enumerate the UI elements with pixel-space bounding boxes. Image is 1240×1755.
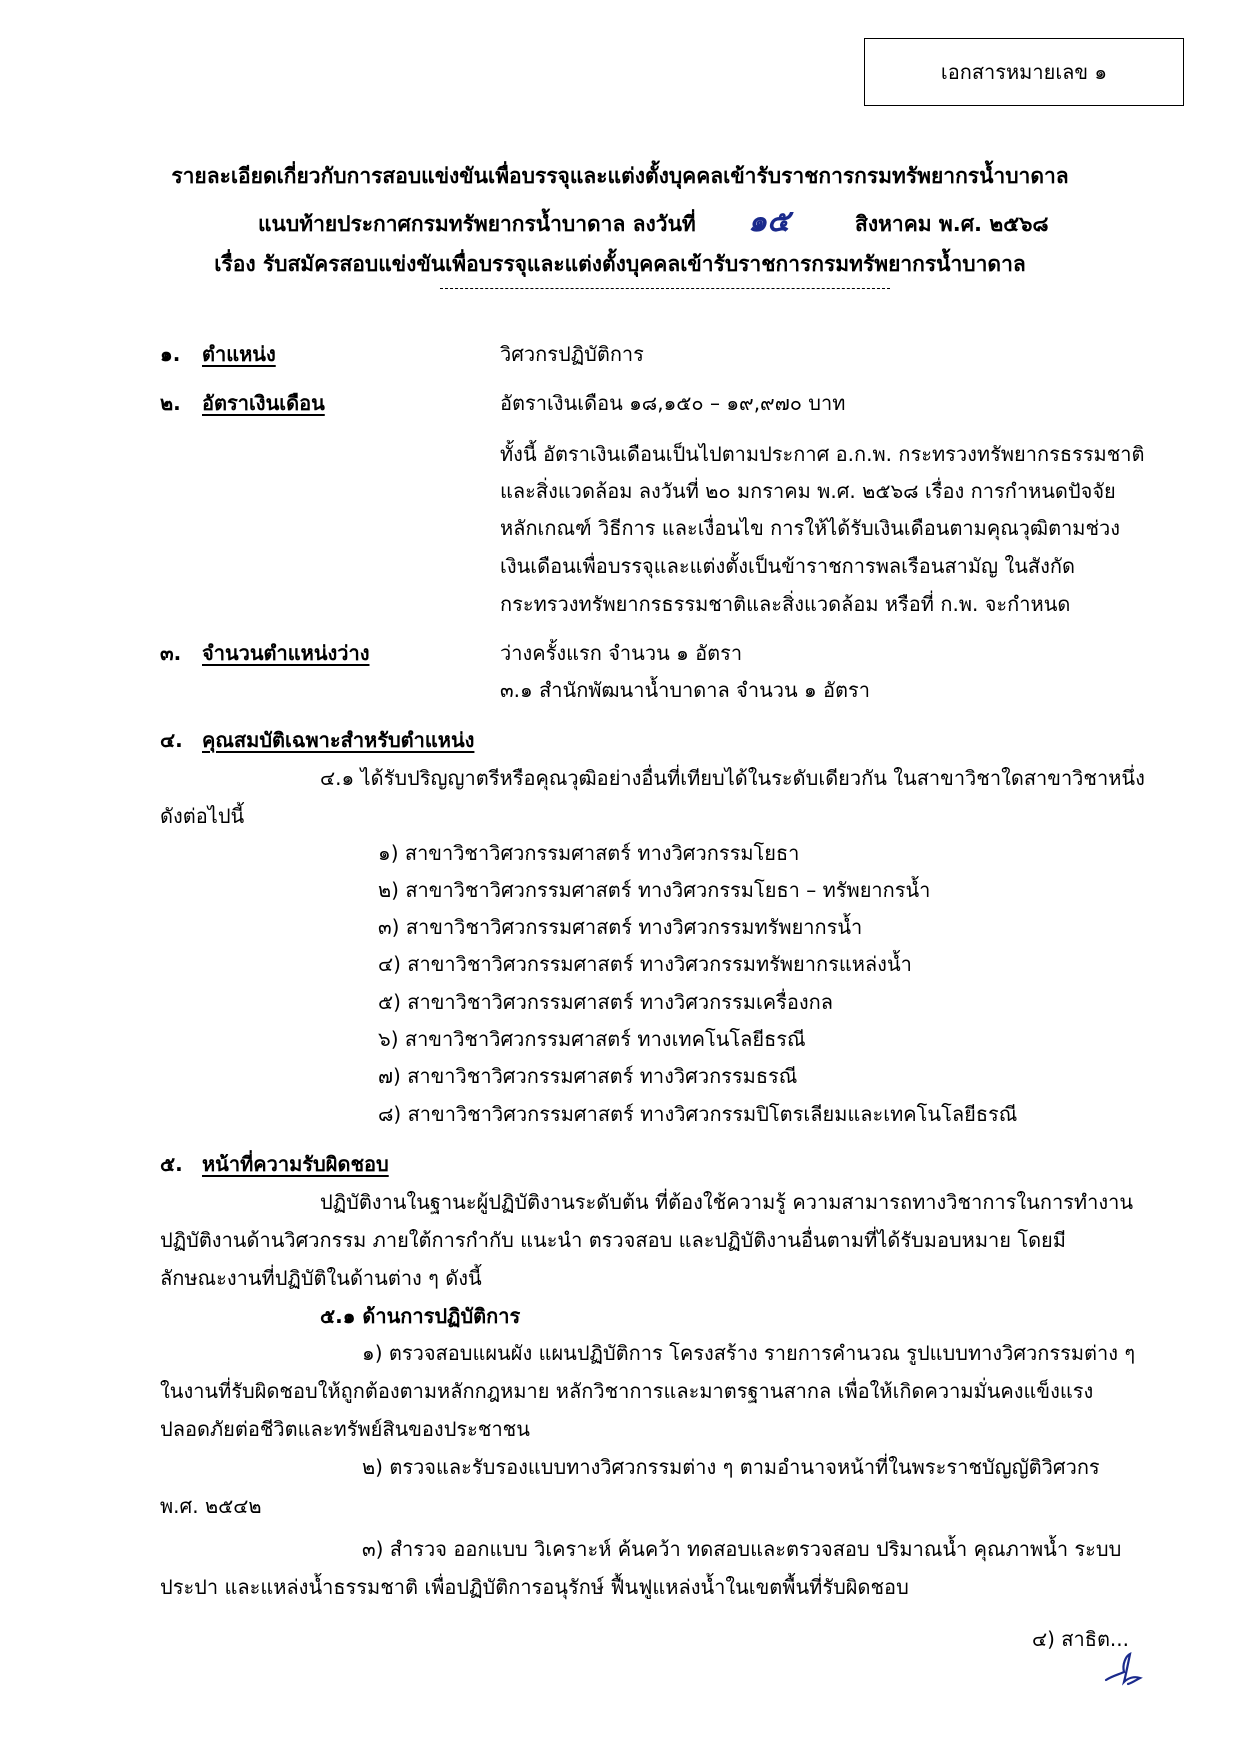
salary-range: อัตราเงินเดือน ๑๘,๑๕๐ – ๑๙,๙๗๐ บาท bbox=[500, 391, 846, 415]
document-number-box bbox=[864, 38, 1184, 106]
qualification-item: ๕) สาขาวิชาวิศวกรรมศาสตร์ ทางวิศวกรรมเครื่องกล bbox=[378, 990, 834, 1014]
operations-item-line: ประปา และแหล่งน้ำธรรมชาติ เพื่อปฏิบัติการอนุรักษ์ ฟื้นฟูแหล่งน้ำในเขตพื้นที่รับผิดชอบ bbox=[160, 1575, 909, 1599]
salary-note-line: เงินเดือนเพื่อบรรจุและแต่งตั้งเป็นข้าราชการพลเรือนสามัญ ในสังกัด bbox=[500, 554, 1075, 578]
salary-note-line: กระทรวงทรัพยากรธรรมชาติและสิ่งแวดล้อม หรือที่ ก.พ. จะกำหนด bbox=[500, 592, 1071, 616]
document-title: รายละเอียดเกี่ยวกับการสอบแข่งขันเพื่อบรรจุและแต่งตั้งบุคคลเข้ารับราชการกรมทรัพยากรน้ำบาดาล bbox=[171, 164, 1069, 188]
operations-item-line: พ.ศ. ๒๕๔๒ bbox=[160, 1494, 262, 1518]
salary-note-line: ทั้งนี้ อัตราเงินเดือนเป็นไปตามประกาศ อ.ก.พ. กระทรวงทรัพยากรธรรมชาติ bbox=[500, 442, 1145, 466]
section-2-number: ๒. bbox=[160, 391, 181, 415]
announcement-month-year: สิงหาคม พ.ศ. ๒๕๖๘ bbox=[855, 212, 1049, 236]
continued-marker: ๔) สาธิต... bbox=[1032, 1627, 1130, 1651]
qualification-item: ๒) สาขาวิชาวิศวกรรมศาสตร์ ทางวิศวกรรมโยธา – ทรัพยากรน้ำ bbox=[378, 878, 931, 902]
section-1-title: ตำแหน่ง bbox=[202, 342, 276, 366]
section-5-title: หน้าที่ความรับผิดชอบ bbox=[202, 1152, 389, 1176]
operations-item-line: ๒) ตรวจและรับรองแบบทางวิศวกรรมต่าง ๆ ตามอำนาจหน้าที่ในพระราชบัญญัติวิศวกร bbox=[362, 1455, 1100, 1479]
qualification-intro: ๔.๑ ได้รับปริญญาตรีหรือคุณวุฒิอย่างอื่นที่เทียบได้ในระดับเดียวกัน ในสาขาวิชาใดสาขาวิชาหนึ่ง bbox=[320, 766, 1145, 790]
section-4-number: ๔. bbox=[160, 728, 183, 752]
duties-paragraph-line: ลักษณะงานที่ปฏิบัติในด้านต่าง ๆ ดังนี้ bbox=[160, 1266, 482, 1290]
position-name: วิศวกรปฏิบัติการ bbox=[500, 342, 644, 366]
section-4-title: คุณสมบัติเฉพาะสำหรับตำแหน่ง bbox=[202, 728, 475, 752]
vacancy-line: ๓.๑ สำนักพัฒนาน้ำบาดาล จำนวน ๑ อัตรา bbox=[500, 678, 871, 702]
qualification-item: ๔) สาขาวิชาวิศวกรรมศาสตร์ ทางวิศวกรรมทรัพยากรแหล่งน้ำ bbox=[378, 952, 912, 976]
operations-item-line: ในงานที่รับผิดชอบให้ถูกต้องตามหลักกฎหมาย หลักวิชาการและมาตรฐานสากล เพื่อให้เกิดความมั่นคงแข็งแรง bbox=[160, 1379, 1094, 1403]
operations-subtitle: ๕.๑ ด้านการปฏิบัติการ bbox=[320, 1304, 521, 1328]
section-3-title: จำนวนตำแหน่งว่าง bbox=[202, 641, 370, 665]
vacancy-line: ว่างครั้งแรก จำนวน ๑ อัตรา bbox=[500, 641, 743, 665]
section-5-number: ๕. bbox=[160, 1152, 183, 1176]
qualification-item: ๘) สาขาวิชาวิศวกรรมศาสตร์ ทางวิศวกรรมปิโตรเลียมและเทคโนโลยีธรณี bbox=[378, 1102, 1018, 1126]
qualification-intro-continued: ดังต่อไปนี้ bbox=[160, 804, 245, 828]
qualification-item: ๖) สาขาวิชาวิศวกรรมศาสตร์ ทางเทคโนโลยีธรณี bbox=[378, 1027, 806, 1051]
operations-item-line: ปลอดภัยต่อชีวิตและทรัพย์สินของประชาชน bbox=[160, 1417, 530, 1441]
section-3-number: ๓. bbox=[160, 641, 182, 665]
operations-item-line: ๑) ตรวจสอบแผนผัง แผนปฏิบัติการ โครงสร้าง รายการคำนวณ รูปแบบทางวิศวกรรมต่าง ๆ bbox=[362, 1341, 1136, 1365]
document-subject: เรื่อง รับสมัครสอบแข่งขันเพื่อบรรจุและแต่งตั้งบุคคลเข้ารับราชการกรมทรัพยากรน้ำบาดาล bbox=[214, 252, 1026, 276]
attachment-reference: แนบท้ายประกาศกรมทรัพยากรน้ำบาดาล ลงวันที่ bbox=[258, 212, 696, 236]
operations-item-line: ๓) สำรวจ ออกแบบ วิเคราะห์ ค้นคว้า ทดสอบและตรวจสอบ ปริมาณน้ำ คุณภาพน้ำ ระบบ bbox=[362, 1537, 1122, 1561]
qualification-item: ๗) สาขาวิชาวิศวกรรมศาสตร์ ทางวิศวกรรมธรณี bbox=[378, 1064, 798, 1088]
handwritten-day: ๑๕ bbox=[748, 204, 790, 239]
qualification-item: ๑) สาขาวิชาวิศวกรรมศาสตร์ ทางวิศวกรรมโยธา bbox=[378, 841, 800, 865]
section-1-number: ๑. bbox=[160, 342, 181, 366]
dashed-separator bbox=[440, 288, 890, 289]
salary-note-line: และสิ่งแวดล้อม ลงวันที่ ๒๐ มกราคม พ.ศ. ๒๕๖๘ เรื่อง การกำหนดปัจจัย bbox=[500, 479, 1116, 503]
qualification-item: ๓) สาขาวิชาวิศวกรรมศาสตร์ ทางวิศวกรรมทรัพยากรน้ำ bbox=[378, 915, 863, 939]
duties-paragraph-line: ปฏิบัติงานในฐานะผู้ปฏิบัติงานระดับต้น ที่ต้องใช้ความรู้ ความสามารถทางวิชาการในการทำงาน bbox=[320, 1190, 1134, 1214]
document-number: เอกสารหมายเลข ๑ bbox=[940, 60, 1108, 84]
initials-signature bbox=[1100, 1650, 1150, 1690]
duties-paragraph-line: ปฏิบัติงานด้านวิศวกรรม ภายใต้การกำกับ แนะนำ ตรวจสอบ และปฏิบัติงานอื่นตามที่ได้รับมอบหมาย โดยมี bbox=[160, 1228, 1066, 1252]
section-2-title: อัตราเงินเดือน bbox=[202, 391, 325, 415]
salary-note-line: หลักเกณฑ์ วิธีการ และเงื่อนไข การให้ได้รับเงินเดือนตามคุณวุฒิตามช่วง bbox=[500, 516, 1121, 540]
